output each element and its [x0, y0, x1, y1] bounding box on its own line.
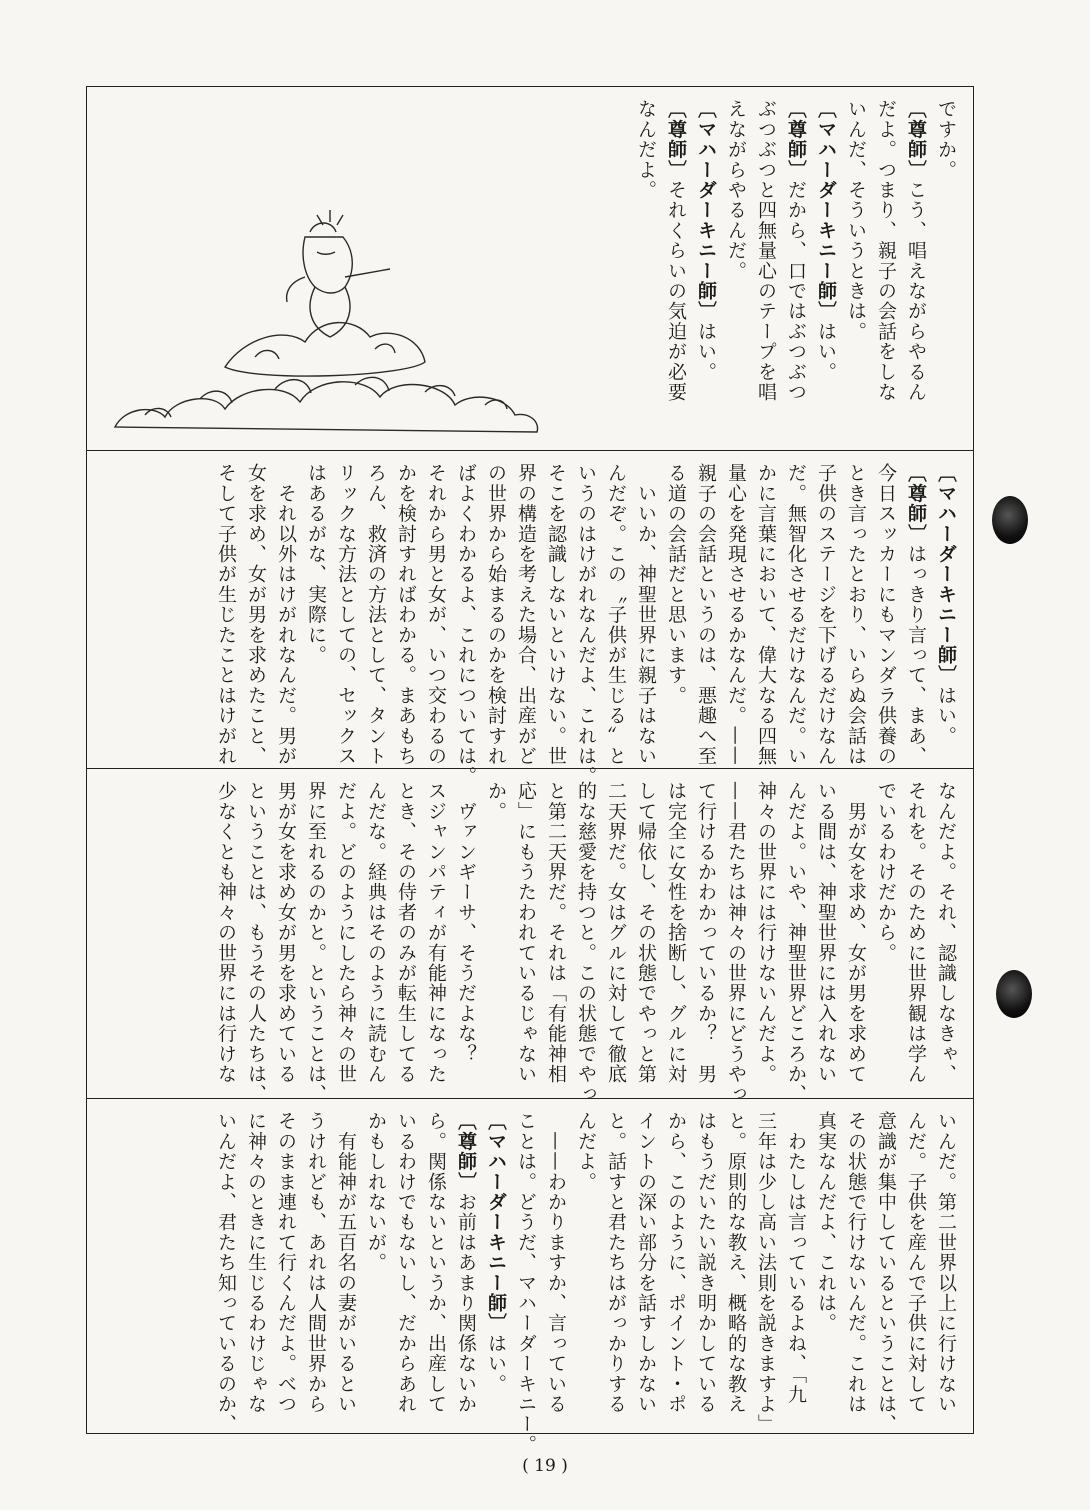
text-line: かに言葉において、偉大なる四無: [755, 463, 777, 766]
text-line: んだな。経典はそのように読むん: [365, 781, 387, 1084]
text-line: はもうだいたい説き明かしている: [695, 1111, 717, 1414]
text-line: ——わかりますか、言っている: [545, 1111, 567, 1414]
text-line: リックな方法としての、セックス: [335, 463, 357, 766]
text-line: でいるわけだから。: [875, 781, 897, 963]
text-line: ろん、救済の方法として、タント: [365, 463, 387, 766]
text-line: 応」にもうたわれているじゃない: [515, 781, 537, 1084]
text-line: ですか。: [935, 99, 957, 180]
speaker-label: 〔尊師〕: [905, 99, 927, 180]
text-line: 〔マハーダーキニー師〕はい。: [815, 99, 837, 382]
text-line: んだぞ。この〝子供が生じる〟と: [605, 463, 627, 766]
text-column-3: [211, 781, 961, 1105]
text-line: スジャンパティが有能神になった: [425, 781, 447, 1084]
text-line: 有能神が五百名の妻がいるとい: [335, 1111, 357, 1414]
text-line: て行けるかわかっているか？ 男: [695, 781, 717, 1084]
text-line: だ。無智化させるだけなんだ。い: [785, 463, 807, 766]
text-line: 意識が集中しているということは、: [875, 1111, 897, 1435]
text-line: ばよくわかるよ、これについては。: [455, 463, 477, 787]
text-line: 〔尊師〕だから、口ではぶつぶつ: [785, 99, 807, 403]
text-line: 界に至れるのかと。ということは、: [305, 781, 327, 1105]
text-line: る道の会話だと思います。: [665, 463, 687, 706]
text-line: かもしれないが。: [365, 1111, 387, 1273]
page-number: ( 19 ): [522, 1456, 568, 1476]
text-line: 〔マハーダーキニー師〕はい。: [935, 463, 957, 746]
text-line: んだ。子供を産んで子供に対して: [905, 1111, 927, 1414]
speaker-label: 〔マハーダーキニー師〕: [485, 1111, 507, 1334]
text-line: ことは。どうだ、マハーダーキニー。: [515, 1111, 537, 1455]
text-line: とき、その侍者のみが転生してる: [395, 781, 417, 1084]
text-line: 二天界だ。女はグルに対して徹底: [605, 781, 627, 1084]
text-line: 界の構造を考えた場合、出産がど: [515, 463, 537, 766]
page-frame: [86, 86, 974, 1455]
text-line: いんだ、そういうときは。: [845, 99, 867, 342]
text-line: して帰依し、その状態でやっと第: [635, 781, 657, 1084]
text-band-4: [87, 1099, 973, 1455]
speaker-label: 〔尊師〕: [455, 1111, 477, 1192]
text-line: かを検討すればわかる。まあもち: [395, 463, 417, 766]
text-line: だよ。つまり、親子の会話をしな: [875, 99, 897, 402]
text-band-3: [87, 769, 973, 1105]
text-line: そして子供が生じたことはけがれ: [215, 463, 237, 766]
speaker-label: 〔尊師〕: [665, 99, 687, 180]
text-line: 男が女を求め、女が男を求めて: [845, 781, 867, 1084]
text-line: ということは、もうその人たちは、: [245, 781, 267, 1105]
text-line: 〔尊師〕お前はあまり関係ないか: [455, 1111, 477, 1415]
text-line: ——君たちは神々の世界にどうやっ: [725, 781, 747, 1105]
text-line: 神々の世界には行けないんだよ。: [755, 781, 777, 1084]
text-line: んだよ。: [575, 1111, 597, 1192]
text-line: だよ。どのようにしたら神々の世: [335, 781, 357, 1084]
text-line: いいか、神聖世界に親子はない: [635, 463, 657, 766]
text-line: か。: [485, 781, 507, 822]
text-band-1: [87, 87, 973, 451]
speaker-label: 〔マハーダーキニー師〕: [815, 99, 837, 322]
text-line: それから男と女が、いつ交わるの: [425, 463, 447, 766]
text-line: なんだよ。それ、認識しなきゃ、: [935, 781, 957, 1084]
text-line: わたしは言っているよね、「九: [785, 1111, 807, 1405]
text-line: ヴァンギーサ、そうだよな？: [455, 781, 477, 1064]
text-line: 今日スッカーにもマンダラ供養の: [875, 463, 897, 766]
speaker-label: 〔尊師〕: [785, 99, 807, 180]
text-line: 子供のステージを下げるだけなん: [815, 463, 837, 766]
text-line: と第二天界だ。それは「有能神相: [545, 781, 567, 1084]
text-line: 少なくとも神々の世界には行けな: [215, 781, 237, 1084]
speaker-label: 〔マハーダーキニー師〕: [935, 463, 957, 686]
text-band-2: [87, 451, 973, 787]
text-column-1: [631, 99, 961, 429]
binder-hole-top: [992, 496, 1028, 544]
text-line: 男が女を求め女が男を求めている: [275, 781, 297, 1084]
text-line: いる間は、神聖世界には入れない: [815, 781, 837, 1084]
text-line: と。原則的な教え、概略的な教え: [725, 1111, 747, 1414]
text-column-2: [211, 463, 961, 787]
text-line: とき言ったとおり、いらぬ会話は: [845, 463, 867, 766]
text-line: いるわけでもないし、だからあれ: [395, 1111, 417, 1414]
text-line: 〔マハーダーキニー師〕はい。: [695, 99, 717, 382]
text-line: イントの深い部分を話すしかない: [635, 1111, 657, 1414]
text-line: なんだよ。: [635, 99, 657, 200]
text-line: 〔尊師〕それくらいの気迫が必要: [665, 99, 687, 403]
text-line: に神々のときに生じるわけじゃな: [245, 1111, 267, 1414]
text-line: 的な慈愛を持つと。この状態でやっ: [575, 781, 597, 1105]
text-line: 親子の会話というのは、悪趣へ至: [695, 463, 717, 766]
text-line: えながらやるんだ。: [725, 99, 747, 281]
text-column-4: [211, 1111, 961, 1455]
text-line: うけれども、あれは人間世界から: [305, 1111, 327, 1414]
text-line: から、このように、ポイント・ポ: [665, 1111, 687, 1414]
text-line: ぶつぶつと四無量心のテープを唱: [755, 99, 777, 402]
text-line: はあるがな、実際に。: [305, 463, 327, 665]
text-line: んだよ。いや、神聖世界どころか、: [785, 781, 807, 1105]
text-line: そのまま連れて行くんだよ。べつ: [275, 1111, 297, 1414]
text-line: 三年は少し高い法則を説きますよ」: [755, 1111, 777, 1435]
text-line: いんだ。第二世界以上に行けない: [935, 1111, 957, 1414]
text-line: その状態で行けないんだ。これは: [845, 1111, 867, 1414]
text-line: 女を求め、女が男を求めたこと、: [245, 463, 267, 766]
text-line: は完全に女性を捨断し、グルに対: [665, 781, 687, 1084]
text-line: それ以外はけがれなんだ。男が: [275, 463, 297, 766]
text-line: そこを認識しないといけない。世: [545, 463, 567, 766]
speaker-label: 〔マハーダーキニー師〕: [695, 99, 717, 322]
text-line: ら。関係ないというか、出産して: [425, 1111, 447, 1414]
text-line: 〔尊師〕こう、唱えながらやるん: [905, 99, 927, 403]
text-line: 量心を発現させるかなんだ。——: [725, 463, 747, 766]
text-line: 〔尊師〕はっきり言って、まあ、: [905, 463, 927, 767]
text-line: いんだよ、君たち知っているのか、: [215, 1111, 237, 1435]
text-line: 〔マハーダーキニー師〕はい。: [485, 1111, 507, 1394]
text-line: それを。そのために世界観は学ん: [905, 781, 927, 1084]
text-line: と。話すと君たちはがっかりする: [605, 1111, 627, 1414]
speaker-label: 〔尊師〕: [905, 463, 927, 544]
text-line: 真実なんだよ、これは。: [815, 1111, 837, 1334]
binder-hole-bottom: [996, 970, 1032, 1018]
text-line: の世界から始まるのかを検討すれ: [485, 463, 507, 766]
deity-on-clouds-illustration: [105, 177, 545, 447]
text-line: いうのはけがれなんだよ、これは。: [575, 463, 597, 787]
